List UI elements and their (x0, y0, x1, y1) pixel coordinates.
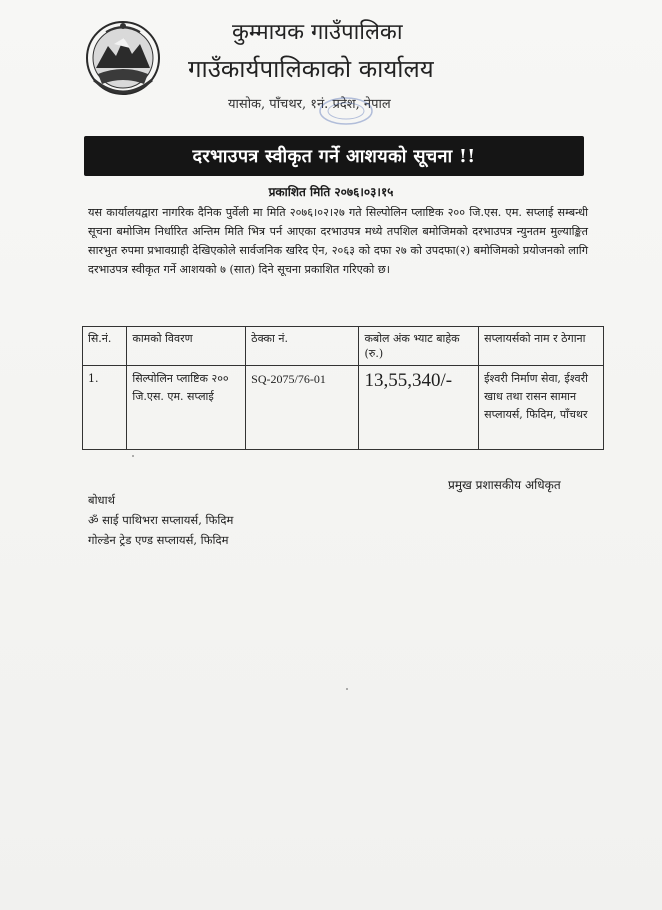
amount-value: 13,55,340/- (364, 370, 453, 391)
table-header-row (83, 327, 604, 366)
header-contract-no: ठेक्का नं. (246, 327, 359, 366)
paper-speck (346, 688, 348, 690)
cc-recipient: गोल्डेन ट्रेड एण्ड सप्लायर्स, फिदिम (88, 533, 229, 547)
cell-amount (359, 366, 479, 450)
header-sn: सि.नं. (83, 327, 127, 366)
cc-recipient: ॐ साई पाथिभरा सप्लायर्स, फिदिम (88, 513, 234, 527)
tender-table (82, 326, 604, 450)
cc-block (88, 490, 233, 550)
cell-sn: 1. (83, 366, 127, 450)
cell-description: सिल्पोलिन प्लाष्टिक २०० जि.एस. एम. सप्लाई (127, 366, 246, 450)
notice-title: दरभाउपत्र स्वीकृत गर्ने आशयको सूचना !! (192, 146, 476, 167)
cell-supplier: ईश्वरी निर्माण सेवा, ईश्वरी खाध तथा रासन सामान सप्लायर्स, फिदिम, पाँचथर (479, 366, 604, 450)
notice-body: यस कार्यालयद्वारा नागरिक दैनिक पुर्वेली मा मिति २०७६।०२।२७ गते सिल्पोलिन प्लाष्टिक २०० जि.एस. एम. सप्लाई सम्बन्धी सूचना बमोजिम निर्धारित अन्तिम मिति भित्र पर्न आएका दरभाउपत्र मध्ये तपशिल बमोजिमको दरभाउपत्र न्युनतम मुल्याङ्कित सारभुत रुपमा प्रभावग्राही देखिएकोले सार्वजनिक खरिद ऐन, २०६३ को दफा २७ को उपदफा(२) बमोजिमको प्रयोजनको लागि दरभाउपत्र स्वीकृत गर्ने आशयको ७ (सात) दिने सूचना प्रकाशित गरिएको छ। (88, 206, 588, 276)
nepal-emblem-icon (84, 18, 162, 100)
header-description: कामको विवरण (127, 327, 246, 366)
table-row (83, 366, 604, 450)
signatory-title: प्रमुख प्रशासकीय अधिकृत (448, 478, 561, 492)
header-amount: कबोल अंक भ्याट बाहेक (रु.) (359, 327, 479, 366)
office-name: गाउँकार्यपालिकाको कार्यालय (188, 55, 434, 83)
municipality-name: कुम्मायक गाउँपालिका (232, 20, 403, 45)
notice-title-banner (84, 136, 584, 176)
contract-no-value: SQ-2075/76-01 (251, 372, 326, 386)
cc-label: बोधार्थ (88, 493, 115, 507)
cell-contract-no (246, 366, 359, 450)
paper-speck (132, 455, 134, 457)
published-date: प्रकाशित मिति २०७६।०३।१५ (268, 185, 394, 199)
office-seal-icon (318, 96, 374, 126)
office-address: यासोक, पाँचथर, १नं. प्रदेश, नेपाल (228, 97, 391, 112)
header-supplier: सप्लायर्सको नाम र ठेगाना (479, 327, 604, 366)
